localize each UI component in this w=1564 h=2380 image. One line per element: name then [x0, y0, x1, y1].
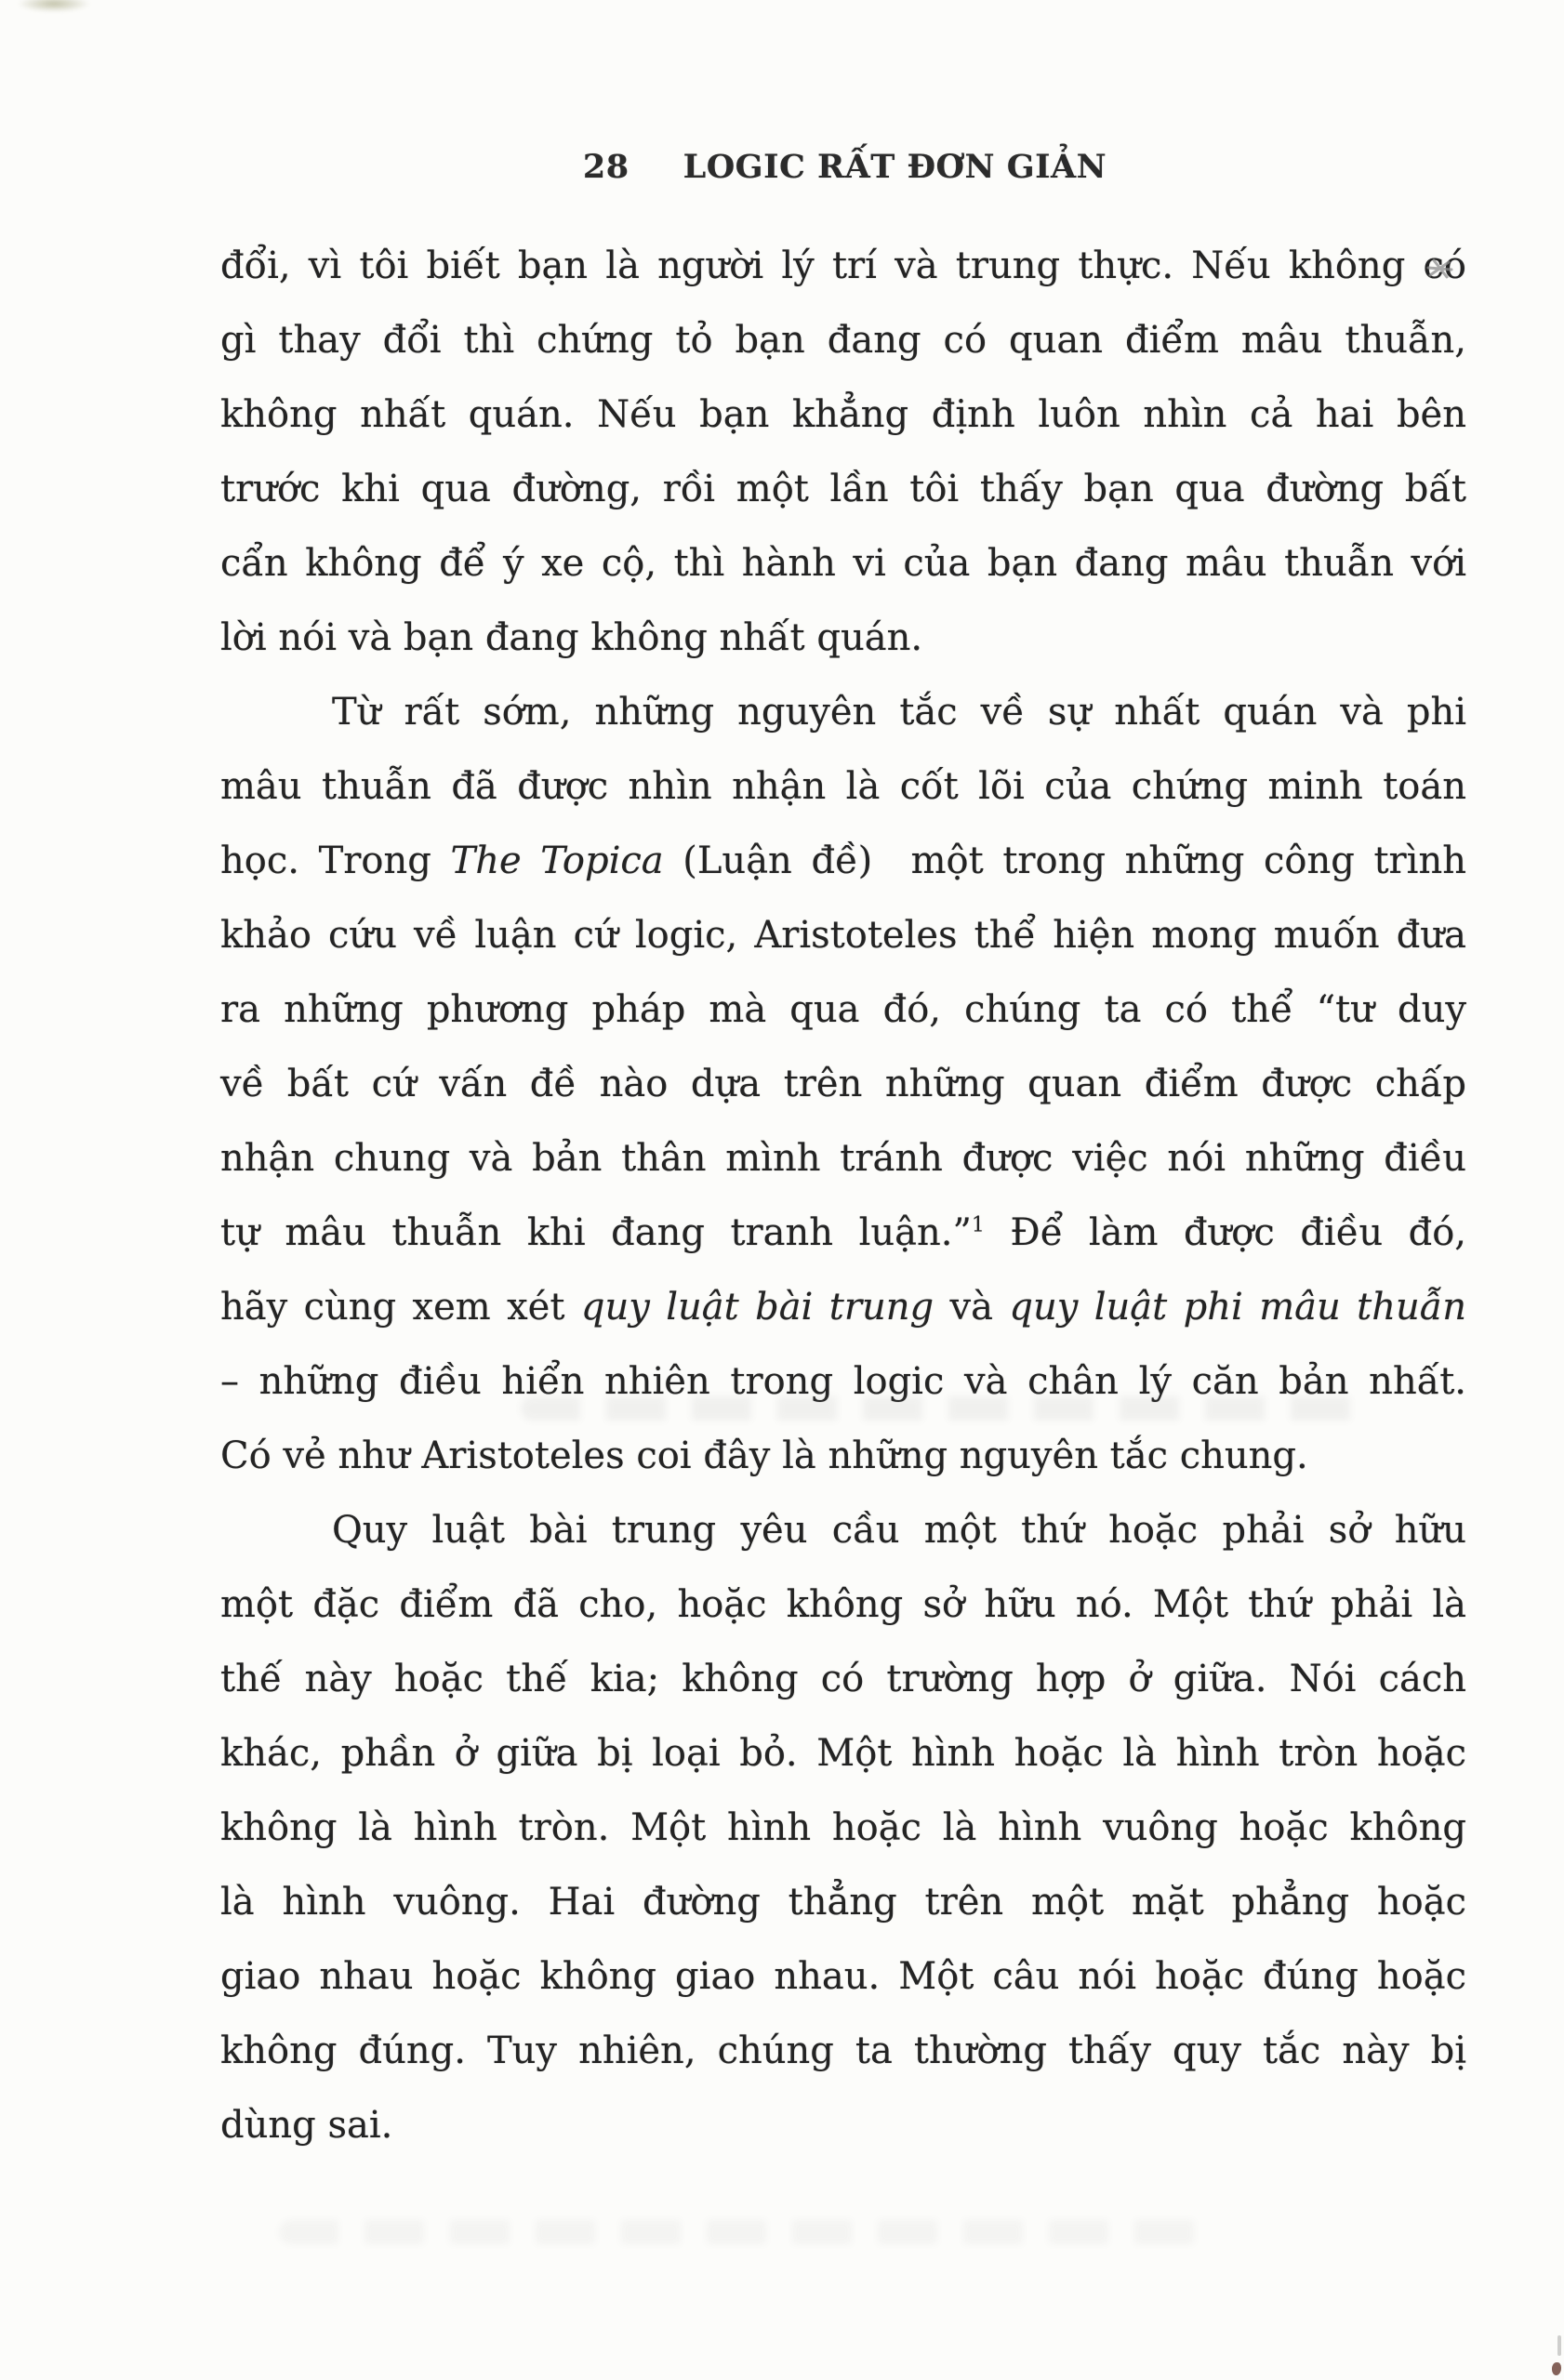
text-line	[220, 1493, 1466, 1567]
text-line	[220, 749, 1466, 824]
text-line	[220, 1270, 1466, 1344]
italic-phrase: quy luật bài trung	[580, 1286, 934, 1329]
text-line	[220, 452, 1466, 526]
scan-mark-right-edge	[1426, 255, 1454, 283]
text-line	[220, 1196, 1466, 1270]
text-segment: không đúng. Tuy nhiên, chúng ta thường thấy quy tắc này bị	[220, 2030, 1466, 2072]
page-header	[223, 139, 1466, 195]
text-line	[220, 1791, 1466, 1865]
page-number: 28	[582, 148, 630, 186]
text-line	[220, 1939, 1466, 2014]
text-segment: trước khi qua đường, rồi một lần tôi thấy bạn qua đường bất	[220, 468, 1466, 510]
text-segment: lời nói và bạn đang không nhất quán.	[220, 616, 923, 659]
text-segment: về bất cứ vấn đề nào dựa trên những quan điểm được chấp	[220, 1063, 1466, 1105]
text-line	[220, 1121, 1466, 1196]
text-line	[220, 1419, 1466, 1493]
text-line	[220, 303, 1466, 377]
text-line	[220, 1567, 1466, 1642]
text-line	[220, 1716, 1466, 1791]
text-segment: gì thay đổi thì chứng tỏ bạn đang có quan điểm mâu thuẫn,	[220, 319, 1466, 362]
text-segment: học. Trong	[220, 840, 451, 882]
scan-smudge-top-left	[17, 0, 91, 12]
text-line	[220, 601, 1466, 675]
text-segment: mâu thuẫn đã được nhìn nhận là cốt lõi của chứng minh toán	[220, 765, 1466, 808]
text-segment: hãy cùng xem xét	[220, 1286, 581, 1329]
footnote-marker: 1	[971, 1213, 985, 1237]
text-line	[220, 229, 1466, 303]
text-segment: tự mâu thuẫn khi đang tranh luận.”	[220, 1211, 972, 1254]
text-line	[220, 1047, 1466, 1121]
text-segment: và	[934, 1286, 1010, 1329]
page-body	[220, 229, 1466, 2162]
text-line	[220, 526, 1466, 601]
text-segment: khảo cứu về luận cứ logic, Aristoteles thể hiện mong muốn đưa	[220, 914, 1466, 957]
text-segment: đổi, vì tôi biết bạn là người lý trí và trung thực. Nếu không có	[220, 245, 1466, 287]
text-line	[220, 972, 1466, 1047]
text-line	[220, 2088, 1466, 2162]
text-segment: nhận chung và bản thân mình tránh được việc nói những điều	[220, 1137, 1466, 1180]
text-segment: Để làm được điều đó,	[984, 1211, 1467, 1254]
scan-dot-bottom-right	[1552, 2362, 1561, 2375]
scan-bleedthrough-line-1	[521, 1396, 1362, 1421]
text-line	[220, 2014, 1466, 2088]
italic-phrase: quy luật phi mâu thuẫn	[1009, 1286, 1467, 1329]
text-segment: thế này hoặc thế kia; không có trường hợp ở giữa. Nói cách	[220, 1658, 1466, 1700]
text-line	[220, 675, 1466, 749]
text-segment: không nhất quán. Nếu bạn khẳng định luôn nhìn cả hai bên	[220, 393, 1466, 436]
text-segment: – những điều hiển nhiên trong logic và chân lý căn bản nhất.	[220, 1360, 1466, 1403]
scan-speck-bottom-right	[1557, 2335, 1561, 2356]
text-segment: Có vẻ như Aristoteles coi đây là những nguyên tắc chung.	[220, 1435, 1308, 1477]
text-line	[220, 377, 1466, 452]
text-segment: (Luận đề) một trong những công trình	[663, 840, 1466, 882]
running-title: LOGIC RẤT ĐƠN GIẢN	[683, 148, 1107, 186]
text-segment: giao nhau hoặc không giao nhau. Một câu nói hoặc đúng hoặc	[220, 1955, 1466, 1998]
text-segment: Quy luật bài trung yêu cầu một thứ hoặc phải sở hữu	[332, 1509, 1466, 1552]
text-line	[220, 1865, 1466, 1939]
text-line	[220, 824, 1466, 898]
text-segment: không là hình tròn. Một hình hoặc là hình vuông hoặc không	[220, 1806, 1466, 1849]
text-segment: cẩn không để ý xe cộ, thì hành vi của bạn đang mâu thuẫn với	[220, 542, 1466, 585]
italic-phrase: The Topica	[450, 840, 664, 882]
text-segment: ra những phương pháp mà qua đó, chúng ta có thể “tư duy	[220, 988, 1466, 1031]
text-segment: là hình vuông. Hai đường thẳng trên một mặt phẳng hoặc	[220, 1881, 1466, 1924]
scan-bleedthrough-line-2	[279, 2220, 1218, 2244]
text-segment: một đặc điểm đã cho, hoặc không sở hữu nó. Một thứ phải là	[220, 1583, 1466, 1626]
text-segment: khác, phần ở giữa bị loại bỏ. Một hình hoặc là hình tròn hoặc	[220, 1732, 1466, 1775]
text-segment: dùng sai.	[220, 2104, 393, 2147]
text-line	[220, 898, 1466, 972]
text-segment: Từ rất sớm, những nguyên tắc về sự nhất quán và phi	[332, 691, 1466, 734]
text-line	[220, 1642, 1466, 1716]
